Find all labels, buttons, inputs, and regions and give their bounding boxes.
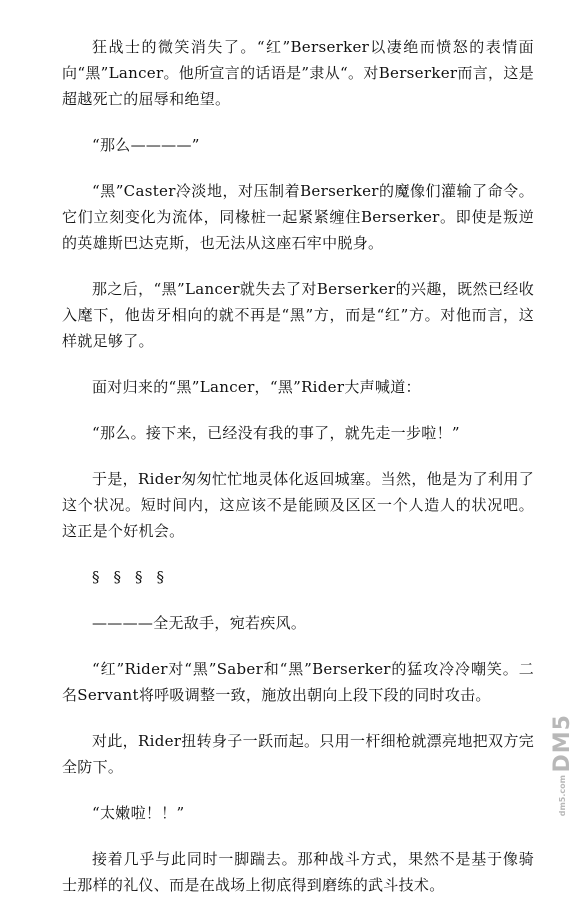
- paragraph-2: “那么————”: [92, 136, 200, 154]
- paragraph-1: 狂战士的微笑消失了。“红”Berserker以凄绝而愤怒的表情面向“黑”Lancer。他所宣言的话语是”隶从“。对Berserker而言，这是超越死亡的屈辱和绝望。: [62, 38, 534, 108]
- site-watermark: [547, 696, 577, 816]
- paragraph-9: “红”Rider对“黑”Saber和“黑”Berserker的猛攻冷冷嘲笑。二名Servant将呼吸调整一致，施放出朝向上段下段的同时攻击。: [62, 660, 534, 704]
- paragraph-7: 于是，Rider匆匆忙忙地灵体化返回城塞。当然，他是为了利用了这个状况。短时间内，这应该不是能顾及区区一个人造人的状况吧。这正是个好机会。: [62, 470, 534, 540]
- paragraph-4: 那之后，“黑”Lancer就失去了对Berserker的兴趣，既然已经收入麾下，他齿牙相向的就不再是“黑”方，而是“红”方。对他而言，这样就足够了。: [62, 280, 534, 350]
- paragraph-8: ————全无敌手，宛若疾风。: [92, 614, 307, 632]
- paragraph-5: 面对归来的“黑”Lancer，“黑”Rider大声喊道：: [92, 378, 421, 396]
- paragraph-6: “那么。接下来，已经没有我的事了，就先走一步啦！”: [92, 424, 460, 442]
- section-divider: §§§§: [92, 568, 178, 586]
- novel-page: [62, 34, 534, 918]
- paragraph-3: “黑”Caster冷淡地，对压制着Berserker的魔像们灌输了命令。它们立刻变化为流体，同椽桩一起紧紧缠住Berserker。即使是叛逆的英雄斯巴达克斯，也无法从这座石牢中脱身。: [62, 182, 534, 252]
- paragraph-12: 接着几乎与此同时一脚踹去。那种战斗方式，果然不是基于像骑士那样的礼仪、而是在战场上彻底得到磨练的武斗技术。: [62, 850, 534, 894]
- paragraph-10: 对此，Rider扭转身子一跃而起。只用一杆细枪就漂亮地把双方完全防下。: [62, 732, 534, 776]
- paragraph-11: “太嫩啦！！”: [92, 804, 185, 822]
- watermark-url: dm5.com: [557, 774, 567, 816]
- watermark-logo: DM5: [549, 714, 575, 773]
